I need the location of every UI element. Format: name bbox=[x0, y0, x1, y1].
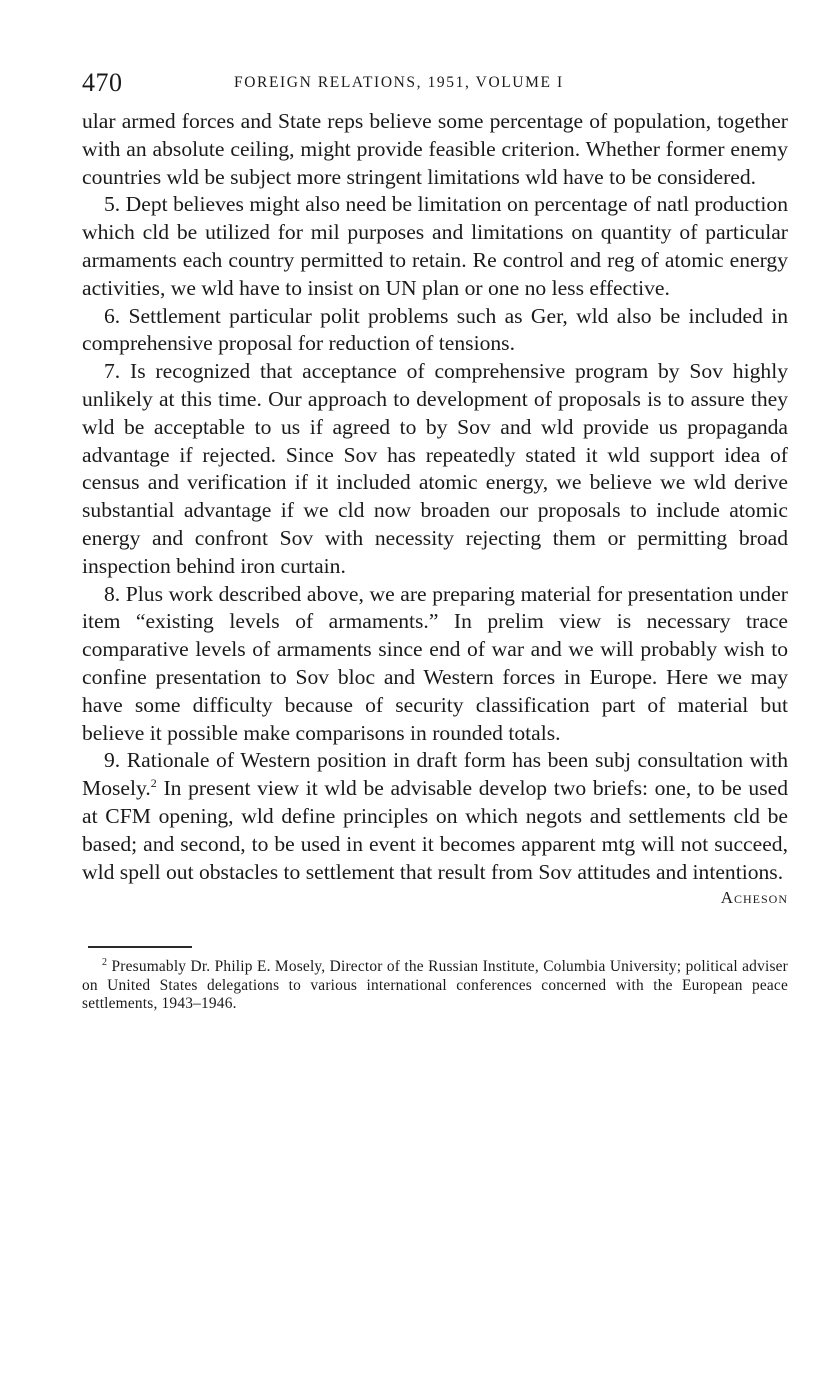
paragraph-9-end: In present view it wld be advisable develop two briefs: one, to be used at CFM opening, wld define principles on which negots and settlements cld be based; and second, to be used in event it becomes apparent mtg will not succeed, wld spell out obstacles to settlement that result from Sov attitudes and intentions. bbox=[82, 776, 788, 884]
paragraph-6: 6. Settlement particular polit problems such as Ger, wld also be included in comprehensive proposal for reduction of tensions. bbox=[82, 303, 788, 356]
paragraph-9-start: 9. Rationale of Western position in draft form has been subj consultation with Mosely. bbox=[82, 748, 788, 801]
paragraph-5: 5. Dept believes might also need be limitation on percentage of natl production which cld be utilized for mil purposes and limitations on quantity of particular armaments each country permitted to retain. Re control and reg of atomic energy activities, we wld have to insist on UN plan or one no less effective. bbox=[82, 192, 788, 300]
document-page bbox=[82, 62, 788, 1029]
footnote-text: Presumably Dr. Philip E. Mosely, Director of the Russian Institute, Columbia University; political adviser on United States delegations to various international conferences concerned with the European peace settlements, 1943–1946. bbox=[82, 958, 788, 1013]
page-number: 470 bbox=[82, 68, 123, 97]
footnote-reference[interactable]: 2 bbox=[150, 775, 157, 790]
footnote bbox=[82, 958, 788, 1013]
paragraph-8: 8. Plus work described above, we are preparing material for presentation under item “existing levels of armaments.” In prelim view is necessary trace comparative levels of armaments since end of war and we will probably wish to confine presentation to Sov bloc and Western forces in Europe. Here we may have some difficulty because of security classification part of material but believe it possible make comparisons in rounded totals. bbox=[82, 581, 788, 745]
paragraph-7: 7. Is recognized that acceptance of comprehensive program by Sov highly unlikely at this time. Our approach to development of proposals is to assure they wld be acceptable to us if agreed to by Sov and wld provide us propaganda advantage if rejected. Since Sov has repeatedly stated it wld support idea of census and verification if it included atomic energy, we believe we wld derive substantial advantage if we cld now broaden our proposals to include atomic energy and confront Sov with necessity rejecting them or permitting broad inspection behind iron curtain. bbox=[82, 359, 788, 578]
signature: Acheson bbox=[720, 888, 788, 908]
continuation-paragraph: ular armed forces and State reps believe some percentage of population, together with an absolute ceiling, might provide feasible criterion. Whether former enemy countries wld be subject more stringent limitations wld have to be considered. bbox=[82, 109, 788, 189]
paragraph-9 bbox=[82, 747, 788, 886]
footnote-divider bbox=[88, 946, 192, 948]
footnote-mark: 2 bbox=[102, 957, 108, 969]
body-text bbox=[82, 108, 788, 886]
running-title: FOREIGN RELATIONS, 1951, VOLUME I bbox=[234, 74, 564, 91]
running-head bbox=[82, 62, 788, 102]
